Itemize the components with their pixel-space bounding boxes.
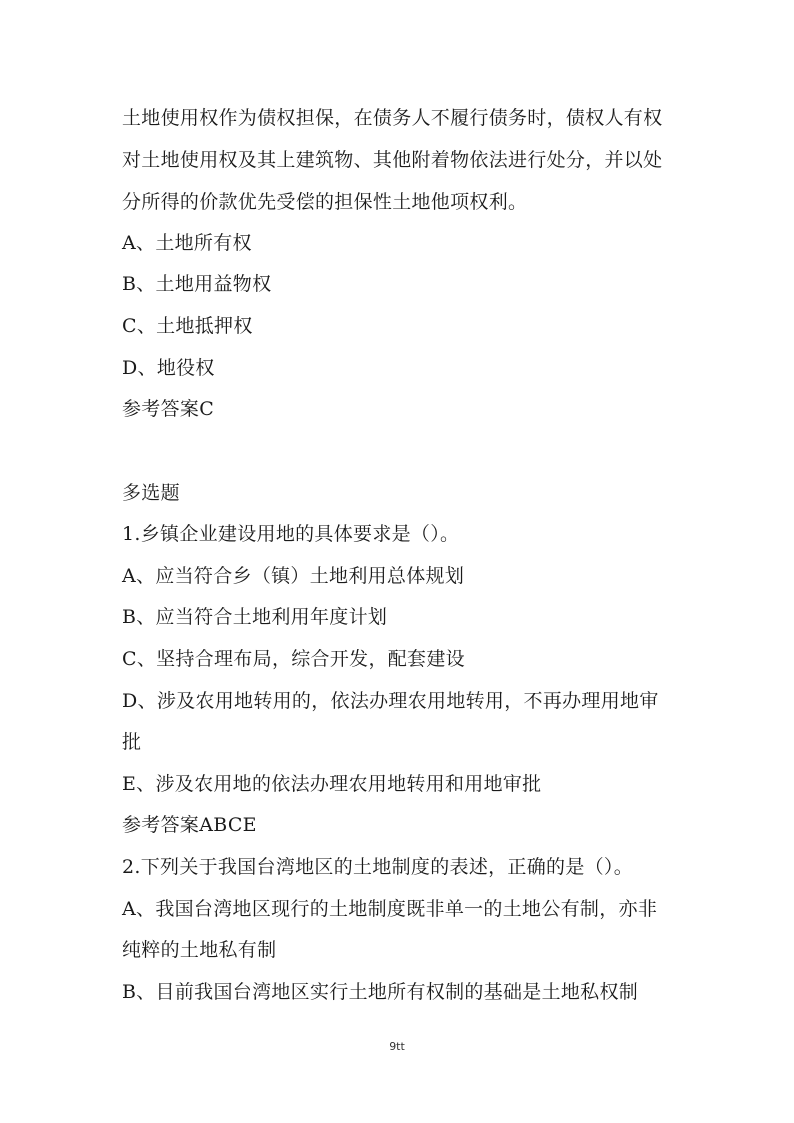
- question-text-line-3: 分所得的价款优先受偿的担保性土地他项权利。: [122, 191, 528, 213]
- option-c: C、土地抵押权: [122, 315, 253, 337]
- question-2: 2.下列关于我国台湾地区的土地制度的表述，正确的是（）。: [122, 856, 634, 878]
- q2-option-b: B、目前我国台湾地区实行土地所有权制的基础是土地私权制: [122, 981, 639, 1003]
- question-1: 1.乡镇企业建设用地的具体要求是（）。: [122, 523, 460, 545]
- question-text-line-2: 对土地使用权及其上建筑物、其他附着物依法进行处分，并以处: [122, 149, 663, 171]
- question-text-line-1: 土地使用权作为债权担保，在债务人不履行债务时，债权人有权: [122, 107, 663, 129]
- q2-option-a-continued: 纯粹的土地私有制: [122, 939, 277, 961]
- q2-option-a: A、我国台湾地区现行的土地制度既非单一的土地公有制，亦非: [122, 898, 658, 920]
- q1-option-a: A、应当符合乡（镇）土地利用总体规划: [122, 565, 465, 587]
- q1-option-e: E、涉及农用地的依法办理农用地转用和用地审批: [122, 773, 542, 795]
- option-d: D、地役权: [122, 357, 215, 379]
- q1-option-c: C、坚持合理布局，综合开发，配套建设: [122, 648, 465, 670]
- page-number: 9tt: [389, 1040, 405, 1053]
- q1-option-d: D、涉及农用地转用的，依法办理农用地转用，不再办理用地审: [122, 690, 659, 712]
- q1-answer: 参考答案ABCE: [122, 814, 257, 836]
- option-b: B、土地用益物权: [122, 273, 272, 295]
- option-a: A、土地所有权: [122, 232, 252, 254]
- q1-option-b: B、应当符合土地利用年度计划: [122, 606, 388, 628]
- q1-option-d-continued: 批: [122, 731, 142, 753]
- section-title: 多选题: [122, 482, 180, 504]
- answer-text: 参考答案C: [122, 398, 215, 420]
